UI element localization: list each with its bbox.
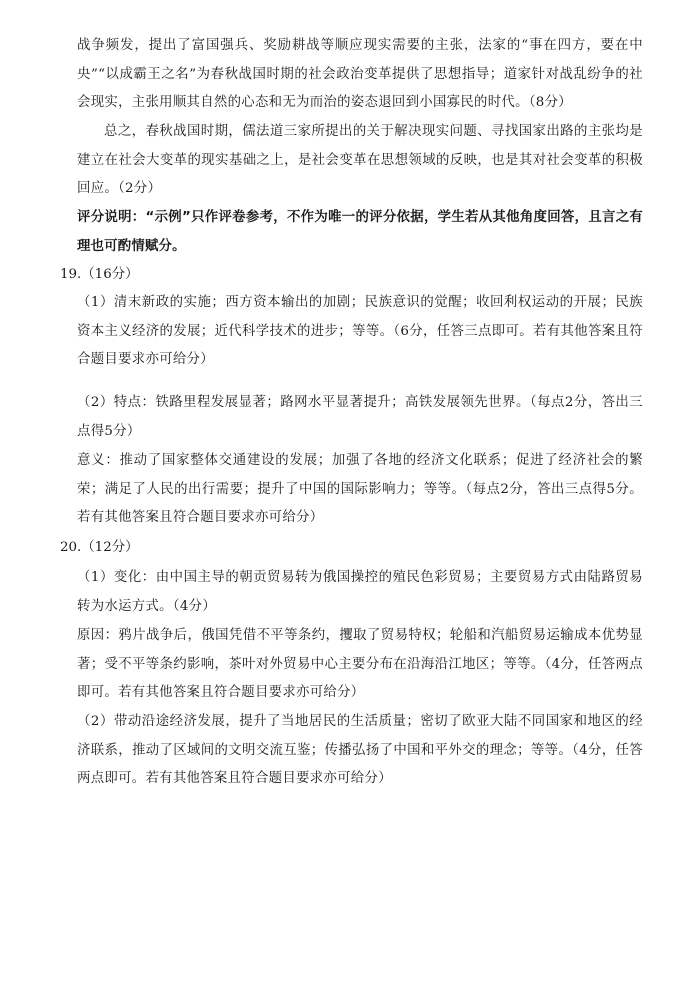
q20-part1-reason: 原因：鸦片战争后，俄国凭借不平等条约，攫取了贸易特权；轮船和汽船贸易运输成本优势显著；受不平等条约影响，茶叶对外贸易中心主要分布在沿海沿江地区；等等。（4分，任答两点即可。若有其他答案且符合题目要求亦可给分）: [77, 628, 643, 700]
q19-part1: （1）清末新政的实施；西方资本输出的加剧；民族意识的觉醒；收回利权运动的开展；民族资本主义经济的发展；近代科学技术的进步；等等。（6分，任答三点即可。若有其他答案且符合题目要求亦可给分）: [77, 295, 643, 367]
q19-part2-significance: 意义：推动了国家整体交通建设的发展；加强了各地的经济文化联系；促进了经济社会的繁荣；满足了人民的出行需要；提升了中国的国际影响力；等等。（每点2分，答出三点得5分。若有其他答案且符合题目要求亦可给分）: [77, 453, 643, 525]
q19-header: 19.（16分）: [60, 267, 139, 282]
q20-part2: （2）带动沿途经济发展，提升了当地居民的生活质量；密切了欧亚大陆不同国家和地区的经济联系，推动了区域间的文明交流互鉴；传播弘扬了中国和平外交的理念；等等。（4分，任答两点即可。若有其他答案且符合题目要求亦可给分）: [77, 714, 643, 786]
scoring-note: 评分说明：“示例”只作评卷参考，不作为唯一的评分依据，学生若从其他角度回答，且言之有理也可酌情赋分。: [77, 210, 643, 254]
q20-header: 20.（12分）: [60, 540, 139, 555]
q19-part2-features: （2）特点：铁路里程发展显著；路网水平显著提升；高铁发展领先世界。（每点2分，答出三点得5分）: [77, 395, 643, 439]
q18-paragraph-schools: 战争频发，提出了富国强兵、奖励耕战等顺应现实需要的主张，法家的“事在四方，要在中央”“以成霸王之名”为春秋战国时期的社会政治变革提供了思想指导；道家针对战乱纷争的社会现实，主张用顺其自然的心态和无为而治的姿态退回到小国寡民的时代。（8分）: [77, 38, 643, 110]
q18-paragraph-summary: 总之，春秋战国时期，儒法道三家所提出的关于解决现实问题、寻找国家出路的主张均是建立在社会大变革的现实基础之上，是社会变革在思想领域的反映，也是其对社会变革的积极回应。（2分）: [77, 124, 643, 196]
q20-part1-change: （1）变化：由中国主导的朝贡贸易转为俄国操控的殖民色彩贸易；主要贸易方式由陆路贸易转为水运方式。（4分）: [77, 570, 643, 614]
